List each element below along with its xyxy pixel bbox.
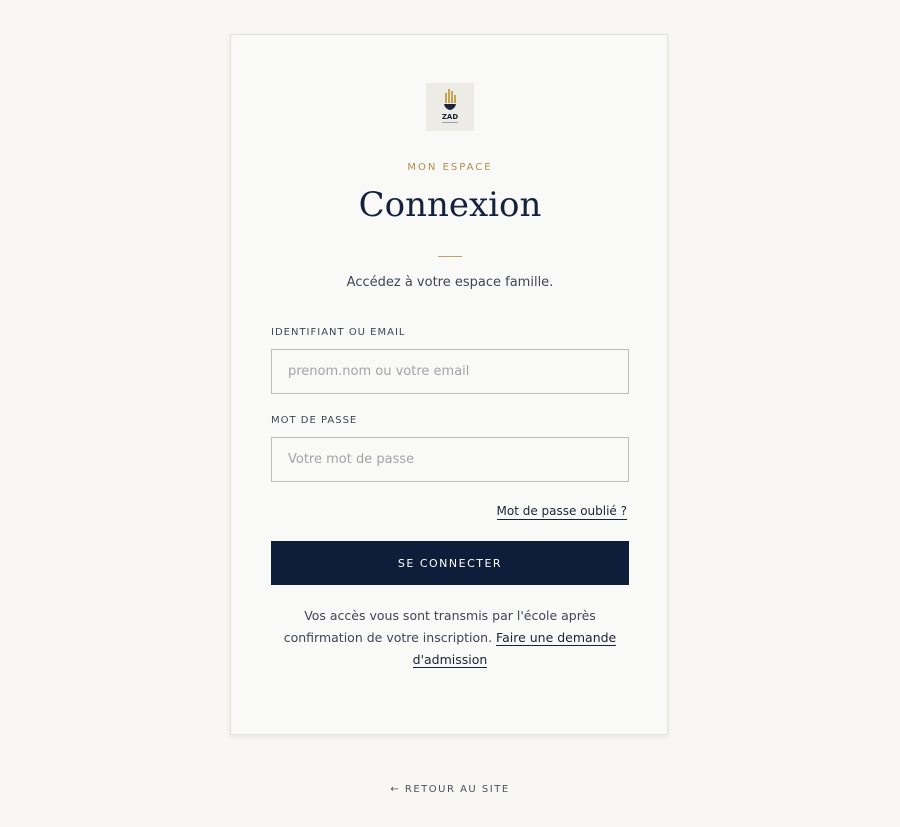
admission-request-link[interactable]: Faire une demande d'admission [412,630,617,667]
access-note-text: Vos accès vous sont transmis par l'école après confirmation de votre inscription. [283,608,596,645]
title-divider [438,256,462,257]
back-to-site-link[interactable]: ← RETOUR AU SITE [390,784,510,795]
eyebrow-label: MON ESPACE [407,162,493,173]
logo-text: ZAD [441,113,459,121]
logo-emblem-icon [426,83,474,131]
back-to-site [0,784,900,795]
forgot-password-link[interactable]: Mot de passe oublié ? [496,504,627,518]
login-card [230,34,668,735]
password-label: MOT DE PASSE [271,415,358,426]
password-input[interactable] [271,437,629,482]
access-note [281,605,619,671]
login-button[interactable]: SE CONNECTER [271,541,629,585]
page-subtitle: Accédez à votre espace famille. [346,275,554,290]
school-logo [426,83,474,131]
username-label: IDENTIFIANT OU EMAIL [271,327,406,338]
page-title: Connexion [358,185,542,225]
username-input[interactable] [271,349,629,394]
